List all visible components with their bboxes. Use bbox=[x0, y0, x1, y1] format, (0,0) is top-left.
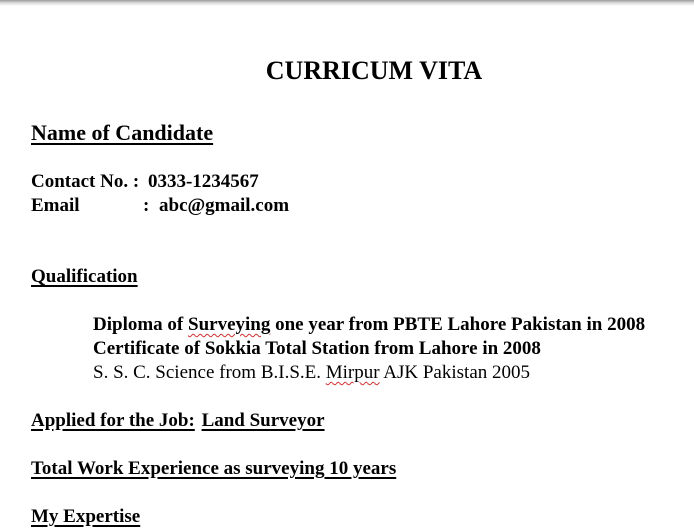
job-line bbox=[31, 410, 325, 432]
expertise-heading: My Expertise bbox=[31, 506, 141, 527]
qualification-item-3-prefix: S. S. C. Science from B.I.S.E. bbox=[93, 362, 326, 383]
qualification-item-1 bbox=[93, 314, 645, 336]
email-label: Email bbox=[31, 195, 80, 216]
qualification-item-3 bbox=[93, 362, 530, 384]
contact-phone-line bbox=[31, 171, 259, 193]
document-title: CURRICUM VITA bbox=[265, 56, 483, 85]
qualification-item-3-suffix: AJK Pakistan 2005 bbox=[379, 362, 531, 383]
email-value: abc@gmail.com bbox=[159, 195, 290, 216]
qualification-item-2: Certificate of Sokkia Total Station from Lahore in 2008 bbox=[93, 338, 541, 359]
qualification-item-1-suffix: one year from PBTE Lahore Pakistan in 2008 bbox=[270, 314, 646, 335]
name-heading: Name of Candidate bbox=[31, 120, 214, 145]
experience-line: Total Work Experience as surveying 10 years bbox=[31, 458, 397, 479]
job-label: Applied for the Job: bbox=[31, 410, 195, 431]
email-separator: : bbox=[143, 195, 150, 216]
contact-email-line bbox=[31, 195, 290, 217]
qualification-item-1-flagged-word: Surveying bbox=[188, 314, 271, 335]
job-value: Land Surveyor bbox=[201, 410, 325, 431]
phone-label: Contact No. : bbox=[31, 171, 140, 192]
qualification-item-3-flagged-word: Mirpur bbox=[325, 362, 380, 383]
qualification-heading: Qualification bbox=[31, 266, 138, 287]
phone-value: 0333-1234567 bbox=[147, 171, 259, 192]
qualification-item-1-prefix: Diploma of bbox=[93, 314, 188, 335]
